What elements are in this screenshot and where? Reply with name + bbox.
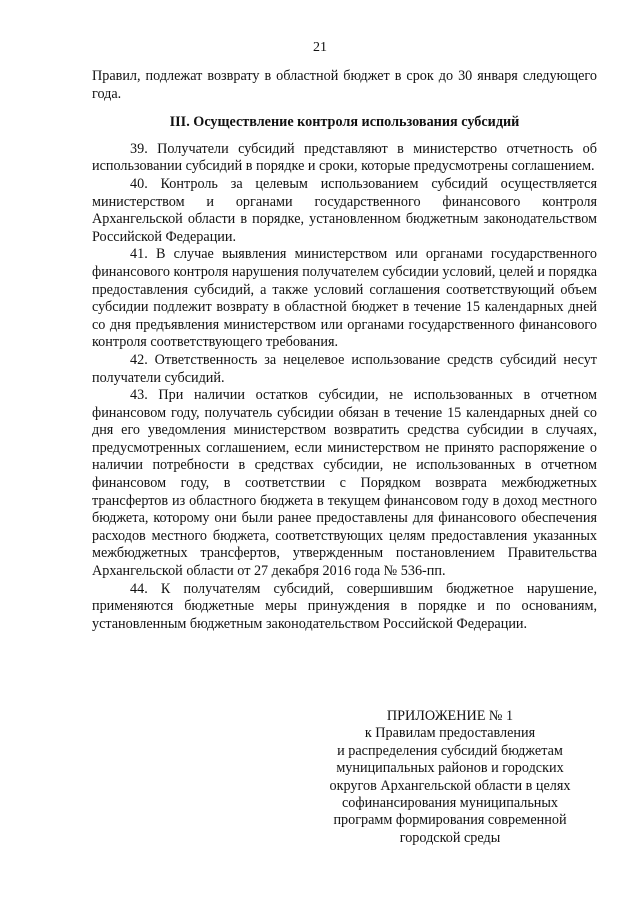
paragraph-44: 44. К получателям субсидий, совершившим бюджетное нарушение, применяются бюджетные меры принуждения в порядке и по основаниям, установленным бюджетным законодательством Российской Федерации.: [92, 580, 597, 632]
appendix-line: муниципальных районов и городских: [336, 760, 564, 777]
paragraph-43: 43. При наличии остатков субсидии, не использованных в отчетном финансовом году, получатель субсидии обязан в течение 15 календарных дней со дня его уведомления министерством возвратить средства субсидии в случаях, предусмотренных соглашением, если министерством не принято распоряжение о наличии потребности в средствах субсидии, не использованных в отчетном финансовом году, в соответствии с Порядком возврата межбюджетных трансфертов из областного бюджета в текущем финансовом году в доход местного бюджета, которому они были ранее предоставлены для финансового обеспечения расходов местного бюджета, соответствующих целям предоставления указанных межбюджетных трансфертов, утвержденным постановлением Правительства Архангельской области от 27 декабря 2016 года № 536-пп.: [92, 387, 597, 580]
appendix-line: софинансирования муниципальных: [341, 795, 559, 812]
appendix-line: городской среды: [399, 829, 501, 846]
appendix-line: округов Архангельской области в целях: [329, 777, 571, 794]
paragraph-40: 40. Контроль за целевым использованием субсидий осуществляется министерством и органами государственного финансового контроля Архангельской области в порядке, установленном бюджетным законодательством Российской Федерации.: [92, 175, 597, 245]
document-body: [92, 68, 597, 633]
appendix-line: к Правилам предоставления: [364, 725, 536, 742]
paragraph-39: 39. Получатели субсидий представляют в министерство отчетность об использовании субсидий в порядке и сроки, которые предусмотрены соглашением.: [92, 140, 597, 175]
page-number: 21: [313, 40, 327, 55]
appendix-title: ПРИЛОЖЕНИЕ № 1: [386, 708, 514, 724]
appendix-line: программ формирования современной: [333, 812, 567, 829]
paragraph-42: 42. Ответственность за нецелевое использование средств субсидий несут получатели субсидий.: [92, 351, 597, 386]
appendix-line: и распределения субсидий бюджетам: [337, 742, 563, 759]
continuation-paragraph: Правил, подлежат возврату в областной бюджет в срок до 30 января следующего года.: [92, 68, 597, 102]
paragraph-41: 41. В случае выявления министерством или органами государственного финансового контроля нарушения получателем субсидии условий, целей и порядка предоставления субсидий, а также условий соглашения соответствующий объем субсидии подлежит возврату в областной бюджет в течение 15 календарных дней со дня предъявления министерством или органами государственного финансового контроля соответствующего требования.: [92, 246, 598, 351]
appendix-header: [300, 708, 600, 847]
section-title: III. Осуществление контроля использования субсидий: [169, 114, 520, 131]
